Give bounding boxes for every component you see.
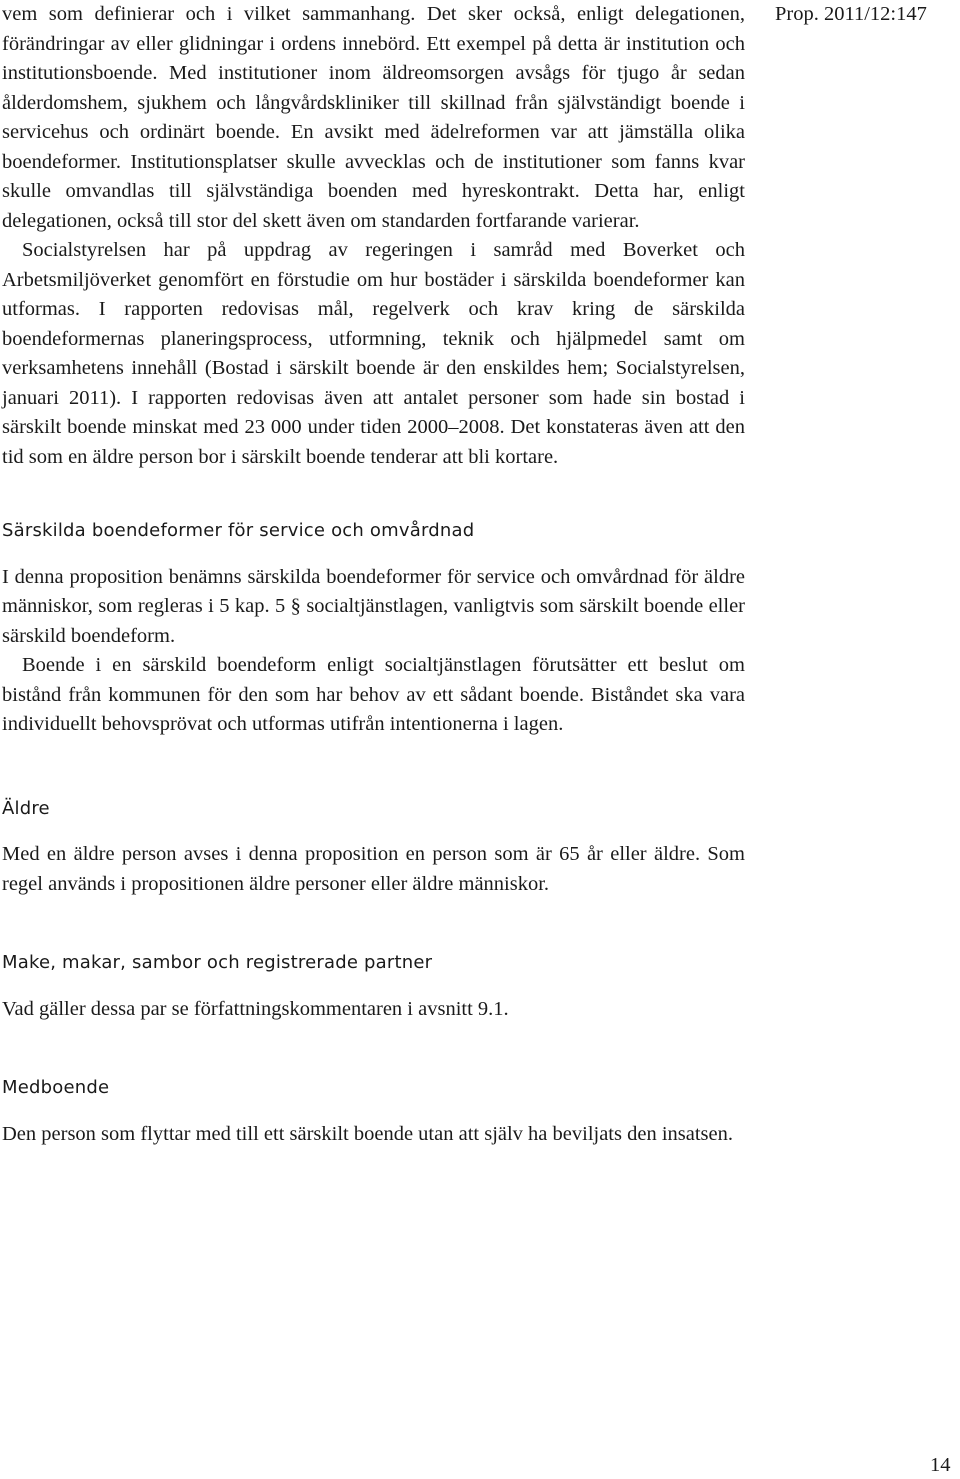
heading-aldre: Äldre xyxy=(2,797,50,819)
heading-sarskilda-boendeformer: Särskilda boendeformer för service och omvårdnad xyxy=(2,520,475,541)
proposition-reference: Prop. 2011/12:147 xyxy=(775,3,927,25)
heading-make-makar: Make, makar, sambor och registrerade partner xyxy=(2,952,433,973)
page-number: 14 xyxy=(930,1454,951,1476)
paragraph-make-1: Vad gäller dessa par se författningskommentaren i avsnitt 9.1. xyxy=(2,997,509,1020)
document-body xyxy=(2,0,745,1149)
paragraph-aldre-1: Med en äldre person avses i denna proposition en person som är 65 år eller äldre. Som regel används i propositionen äldre personer eller äldre människor. xyxy=(2,843,745,895)
heading-medboende: Medboende xyxy=(2,1077,110,1098)
paragraph-sarskilda-1: I denna proposition benämns särskilda boendeformer för service och omvårdnad för äldre människor, som regleras i 5 kap. 5 § socialtjänstlagen, vanligtvis som särskilt boende eller särskild boendeform. xyxy=(2,565,745,647)
paragraph-sarskilda-2: Boende i en särskild boendeform enligt socialtjänstlagen förutsätter ett beslut om bistånd från kommunen för den som har behov av ett sådant boende. Biståndet ska vara individuellt behovsprövat och utformas utifrån intentionerna i lagen. xyxy=(2,654,745,735)
paragraph-intro-2: Socialstyrelsen har på uppdrag av regeringen i samråd med Boverket och Arbetsmiljöverket genomfört en förstudie om hur bostäder i särskilda boendeformer kan utformas. I rapporten redovisas mål, regelverk och krav kring de särskilda boendeformernas planeringsprocess, utformning, teknik och hjälpmedel samt om verksamhetens innehåll (Bostad i särskilt boende är den enskildes hem; Socialstyrelsen, januari 2011). I rapporten redovisas även att antalet personer som hade sin bostad i särskilt boende minskat med 23 000 under tiden 2000–2008. Det konstateras även att den tid som en äldre person bor i särskilt boende tenderar att bli kortare. xyxy=(2,239,745,468)
paragraph-medboende-1: Den person som flyttar med till ett särskilt boende utan att själv ha beviljats den insatsen. xyxy=(2,1122,734,1145)
paragraph-intro-1: vem som definierar och i vilket sammanhang. Det sker också, enligt delegationen, förändringar av eller glidningar i ordens innebörd. Ett exempel på detta är institution och institutionsboende. Med institutioner inom äldreomsorgen avsågs för tjugo år sedan ålderdomshem, sjukhem och långvårdskliniker till skillnad från självständigt boende i servicehus och ordinärt boende. En avsikt med ädelreformen var att jämställa olika boendeformer. Institutionsplatser skulle avvecklas och de institutioner som fanns kvar skulle omvandlas till självständiga boenden med hyreskontrakt. Detta har, enligt delegationen, också till stor del skett även om standarden fortfarande varierar. xyxy=(2,3,745,232)
